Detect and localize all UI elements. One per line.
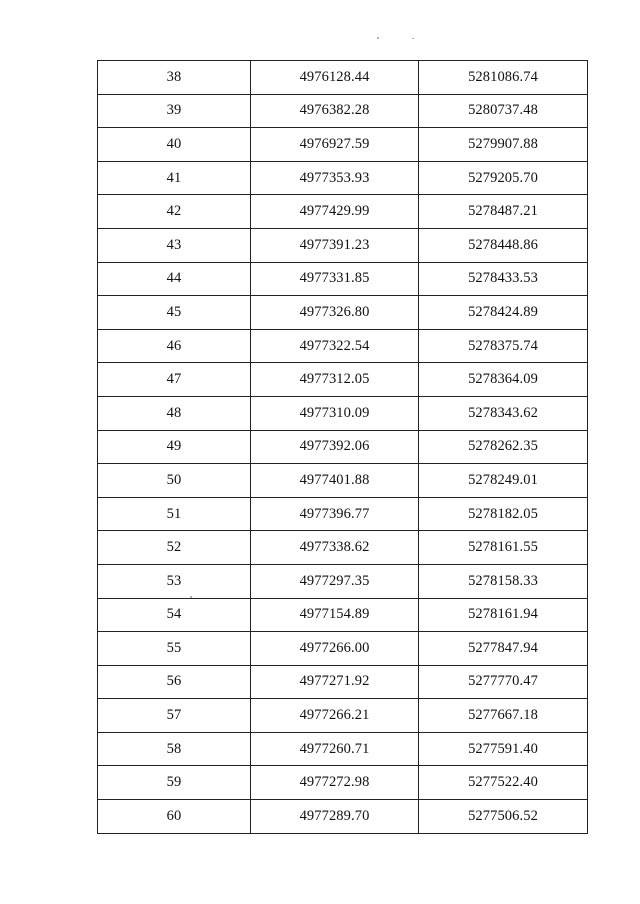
point-number-cell: 58 xyxy=(98,732,251,766)
x-coordinate-cell: 4977310.09 xyxy=(251,396,419,430)
table-row xyxy=(98,161,588,195)
x-coordinate-cell: 4977429.99 xyxy=(251,195,419,229)
x-coordinate-cell: 4977401.88 xyxy=(251,464,419,498)
table-row xyxy=(98,329,588,363)
y-coordinate-cell: 5277522.40 xyxy=(419,766,588,800)
table-row xyxy=(98,94,588,128)
table-row xyxy=(98,732,588,766)
table-row xyxy=(98,699,588,733)
table-row xyxy=(98,128,588,162)
y-coordinate-cell: 5277506.52 xyxy=(419,800,588,834)
y-coordinate-cell: 5278424.89 xyxy=(419,296,588,330)
table-row xyxy=(98,363,588,397)
x-coordinate-cell: 4977297.35 xyxy=(251,564,419,598)
x-coordinate-cell: 4977322.54 xyxy=(251,329,419,363)
x-coordinate-cell: 4977289.70 xyxy=(251,800,419,834)
point-number-cell: 49 xyxy=(98,430,251,464)
x-coordinate-cell: 4977326.80 xyxy=(251,296,419,330)
point-number-cell: 48 xyxy=(98,396,251,430)
y-coordinate-cell: 5278487.21 xyxy=(419,195,588,229)
y-coordinate-cell: 5278433.53 xyxy=(419,262,588,296)
table-row xyxy=(98,228,588,262)
table-row xyxy=(98,296,588,330)
table-row xyxy=(98,665,588,699)
table-row xyxy=(98,564,588,598)
point-number-cell: 44 xyxy=(98,262,251,296)
y-coordinate-cell: 5278375.74 xyxy=(419,329,588,363)
y-coordinate-cell: 5277667.18 xyxy=(419,699,588,733)
y-coordinate-cell: 5278249.01 xyxy=(419,464,588,498)
x-coordinate-cell: 4976128.44 xyxy=(251,61,419,95)
y-coordinate-cell: 5278262.35 xyxy=(419,430,588,464)
x-coordinate-cell: 4977271.92 xyxy=(251,665,419,699)
table-row xyxy=(98,396,588,430)
y-coordinate-cell: 5278161.55 xyxy=(419,531,588,565)
point-number-cell: 52 xyxy=(98,531,251,565)
table-row xyxy=(98,598,588,632)
point-number-cell: 54 xyxy=(98,598,251,632)
point-number-cell: 55 xyxy=(98,632,251,666)
point-number-cell: 46 xyxy=(98,329,251,363)
point-number-cell: 39 xyxy=(98,94,251,128)
table-row xyxy=(98,195,588,229)
y-coordinate-cell: 5277591.40 xyxy=(419,732,588,766)
point-number-cell: 47 xyxy=(98,363,251,397)
point-number-cell: 59 xyxy=(98,766,251,800)
y-coordinate-cell: 5278161.94 xyxy=(419,598,588,632)
point-number-cell: 50 xyxy=(98,464,251,498)
x-coordinate-cell: 4977396.77 xyxy=(251,497,419,531)
coordinate-table xyxy=(97,60,588,834)
x-coordinate-cell: 4977392.06 xyxy=(251,430,419,464)
table-row xyxy=(98,430,588,464)
x-coordinate-cell: 4977272.98 xyxy=(251,766,419,800)
x-coordinate-cell: 4977260.71 xyxy=(251,732,419,766)
table-row xyxy=(98,497,588,531)
point-number-cell: 38 xyxy=(98,61,251,95)
point-number-cell: 40 xyxy=(98,128,251,162)
x-coordinate-cell: 4977353.93 xyxy=(251,161,419,195)
y-coordinate-cell: 5280737.48 xyxy=(419,94,588,128)
scan-speck xyxy=(412,38,414,39)
point-number-cell: 45 xyxy=(98,296,251,330)
y-coordinate-cell: 5278343.62 xyxy=(419,396,588,430)
y-coordinate-cell: 5277770.47 xyxy=(419,665,588,699)
x-coordinate-cell: 4976927.59 xyxy=(251,128,419,162)
y-coordinate-cell: 5277847.94 xyxy=(419,632,588,666)
point-number-cell: 53 xyxy=(98,564,251,598)
table-row xyxy=(98,766,588,800)
x-coordinate-cell: 4977338.62 xyxy=(251,531,419,565)
point-number-cell: 43 xyxy=(98,228,251,262)
point-number-cell: 57 xyxy=(98,699,251,733)
point-number-cell: 60 xyxy=(98,800,251,834)
table-row xyxy=(98,800,588,834)
x-coordinate-cell: 4977331.85 xyxy=(251,262,419,296)
y-coordinate-cell: 5278182.05 xyxy=(419,497,588,531)
point-number-cell: 42 xyxy=(98,195,251,229)
x-coordinate-cell: 4977266.00 xyxy=(251,632,419,666)
point-number-cell: 41 xyxy=(98,161,251,195)
coordinate-table-body xyxy=(98,61,588,834)
point-number-cell: 51 xyxy=(98,497,251,531)
x-coordinate-cell: 4976382.28 xyxy=(251,94,419,128)
table-row xyxy=(98,61,588,95)
table-row xyxy=(98,464,588,498)
table-row xyxy=(98,531,588,565)
x-coordinate-cell: 4977312.05 xyxy=(251,363,419,397)
scan-speck xyxy=(377,37,379,39)
y-coordinate-cell: 5279907.88 xyxy=(419,128,588,162)
y-coordinate-cell: 5279205.70 xyxy=(419,161,588,195)
y-coordinate-cell: 5278364.09 xyxy=(419,363,588,397)
point-number-cell: 56 xyxy=(98,665,251,699)
table-row xyxy=(98,262,588,296)
x-coordinate-cell: 4977391.23 xyxy=(251,228,419,262)
y-coordinate-cell: 5278158.33 xyxy=(419,564,588,598)
x-coordinate-cell: 4977154.89 xyxy=(251,598,419,632)
table-row xyxy=(98,632,588,666)
y-coordinate-cell: 5281086.74 xyxy=(419,61,588,95)
x-coordinate-cell: 4977266.21 xyxy=(251,699,419,733)
y-coordinate-cell: 5278448.86 xyxy=(419,228,588,262)
